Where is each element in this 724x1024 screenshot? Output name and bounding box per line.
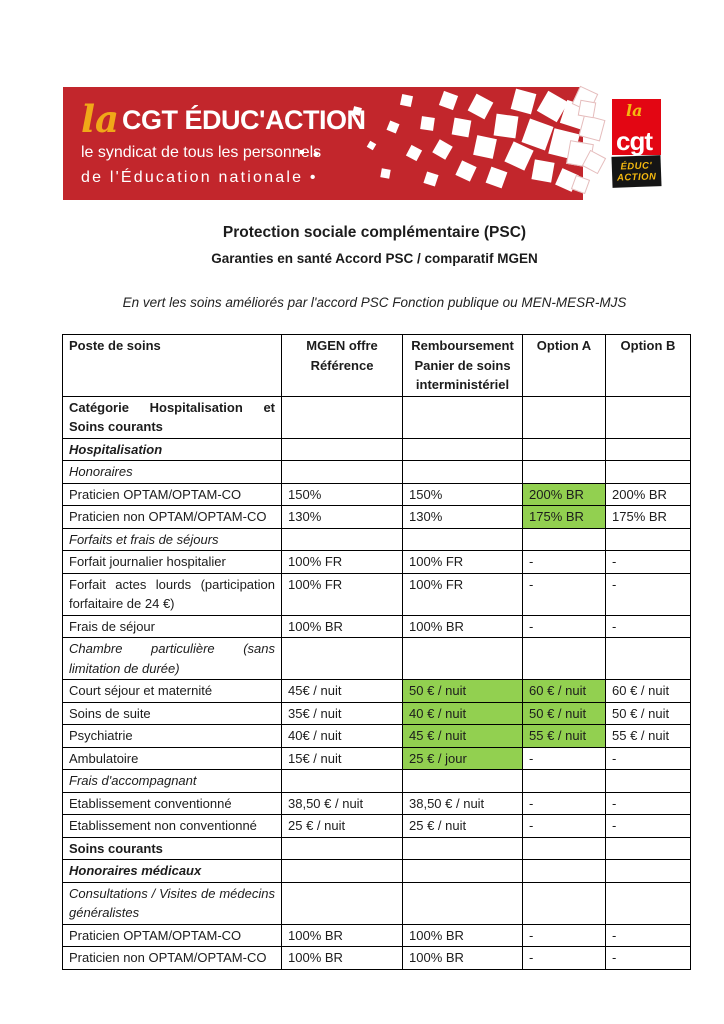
data-cell: 38,50 € / nuit [282,792,403,815]
row-label: Praticien OPTAM/OPTAM-CO [63,924,282,947]
data-cell [403,837,523,860]
column-header: MGEN offre Référence [282,335,403,397]
logo-label-line1: ÉDUC' [620,159,653,173]
data-cell: - [606,815,691,838]
data-cell [282,882,403,924]
confetti-square [386,120,399,133]
data-cell [606,461,691,484]
data-cell [403,396,523,438]
data-cell [606,438,691,461]
brand-script: la [81,97,120,141]
brand-line [81,93,365,139]
data-cell: 100% BR [282,947,403,970]
logo-script: la [626,101,643,120]
table-header-row [63,335,691,397]
table-row [63,770,691,793]
data-cell: 60 € / nuit [606,680,691,703]
data-cell [403,860,523,883]
data-cell: 175% BR [606,506,691,529]
data-cell [606,638,691,680]
table-row [63,680,691,703]
data-cell [523,882,606,924]
data-cell [606,396,691,438]
data-cell: 35€ / nuit [282,702,403,725]
data-cell [403,882,523,924]
confetti-square [455,160,476,181]
table-row [63,573,691,615]
confetti-square [578,100,597,119]
green-legend-note: En vert les soins améliorés par l'accord PSC Fonction publique ou MEN-MESR-MJS [122,295,627,310]
confetti-square [468,94,494,120]
confetti-square [473,135,497,159]
table-row [63,815,691,838]
data-cell: 100% FR [403,551,523,574]
table-row [63,483,691,506]
data-cell: - [523,924,606,947]
data-cell: - [606,792,691,815]
confetti-square [439,91,458,110]
data-cell: 45 € / nuit [403,725,523,748]
row-label: Honoraires [63,461,282,484]
data-cell [403,438,523,461]
table-row [63,725,691,748]
data-cell: 100% BR [282,615,403,638]
confetti-square [406,145,422,161]
data-cell: 150% [403,483,523,506]
data-cell: - [606,573,691,615]
data-cell [523,528,606,551]
column-header: Option B [606,335,691,397]
data-cell [523,638,606,680]
data-cell: 100% FR [282,551,403,574]
table-row [63,882,691,924]
data-cell: - [606,615,691,638]
table-row [63,461,691,484]
page-subtitle: Garanties en santé Accord PSC / comparatif MGEN [211,251,538,266]
data-cell [606,837,691,860]
table-row [63,860,691,883]
data-cell: 40€ / nuit [282,725,403,748]
data-cell: 15€ / nuit [282,747,403,770]
data-cell [403,770,523,793]
data-cell [606,860,691,883]
confetti-square [504,141,533,170]
table-row [63,396,691,438]
row-label: Honoraires médicaux [63,860,282,883]
row-label: Chambre particulière (sans limitation de durée) [63,638,282,680]
confetti-square [423,171,438,186]
table-row [63,747,691,770]
data-cell: 50 € / nuit [403,680,523,703]
data-cell: - [523,792,606,815]
data-cell: - [523,747,606,770]
confetti-square [400,94,413,107]
data-cell: 130% [282,506,403,529]
data-cell: 100% BR [282,924,403,947]
data-cell: 38,50 € / nuit [403,792,523,815]
banner [63,87,598,200]
table-row [63,924,691,947]
table-row [63,638,691,680]
data-cell [282,837,403,860]
banner-text [81,93,365,189]
row-label: Hospitalisation [63,438,282,461]
page-title: Protection sociale complémentaire (PSC) [222,224,527,241]
logo-black-label [611,155,661,188]
confetti-square [571,175,590,194]
data-cell: - [606,924,691,947]
data-cell: 55 € / nuit [606,725,691,748]
benefits-table [62,334,691,970]
data-cell: - [523,573,606,615]
row-label: Praticien non OPTAM/OPTAM-CO [63,506,282,529]
data-cell: 40 € / nuit [403,702,523,725]
table-row [63,551,691,574]
row-label: Frais de séjour [63,615,282,638]
data-cell: 50 € / nuit [606,702,691,725]
confetti-square [494,114,519,139]
data-cell [403,461,523,484]
data-cell: 55 € / nuit [523,725,606,748]
data-cell [606,882,691,924]
row-label: Soins courants [63,837,282,860]
data-cell: - [523,551,606,574]
data-cell: 50 € / nuit [523,702,606,725]
data-cell [282,396,403,438]
logo-acronym: cgt [616,126,652,155]
cgt-educaction-logo [612,99,661,187]
confetti-square [579,115,606,142]
row-label: Soins de suite [63,702,282,725]
data-cell: 100% BR [403,615,523,638]
row-label: Ambulatoire [63,747,282,770]
data-cell [282,438,403,461]
row-label: Psychiatrie [63,725,282,748]
data-cell: 130% [403,506,523,529]
data-cell: 45€ / nuit [282,680,403,703]
data-cell: - [606,747,691,770]
data-cell [523,396,606,438]
data-cell: 200% BR [523,483,606,506]
confetti-square [486,167,508,189]
confetti-square [432,139,452,159]
row-label: Consultations / Visites de médecins généralistes [63,882,282,924]
row-label: Praticien non OPTAM/OPTAM-CO [63,947,282,970]
data-cell: 25 € / jour [403,747,523,770]
row-label: Forfait actes lourds (participation forfaitaire de 24 €) [63,573,282,615]
data-cell: 150% [282,483,403,506]
data-cell: 200% BR [606,483,691,506]
banner-tagline-line2: de l'Éducation nationale • [81,169,318,186]
data-cell [523,837,606,860]
logo-label-line2: ACTION [616,170,657,184]
data-cell: 175% BR [523,506,606,529]
data-cell: - [523,615,606,638]
table-row [63,528,691,551]
data-cell [523,770,606,793]
data-cell: - [523,947,606,970]
confetti-square [380,168,390,178]
table-row [63,792,691,815]
data-cell: 25 € / nuit [282,815,403,838]
title-block [63,218,686,312]
data-cell [282,860,403,883]
confetti-square [521,118,553,150]
brand-name: CGT ÉDUC'ACTION [122,105,366,135]
row-label: Etablissement conventionné [63,792,282,815]
table-row [63,947,691,970]
data-cell [403,528,523,551]
column-header: Remboursement Panier de soins interministériel [403,335,523,397]
confetti-square [420,116,435,131]
column-header: Poste de soins [63,335,282,397]
table-row [63,702,691,725]
data-cell: 100% FR [282,573,403,615]
data-cell: - [606,551,691,574]
data-cell: 100% FR [403,573,523,615]
data-cell [282,461,403,484]
table-row [63,837,691,860]
data-cell [282,528,403,551]
data-cell [606,770,691,793]
data-cell [403,638,523,680]
banner-tagline-line1: le syndicat de tous les personnels [81,144,322,161]
table-row [63,615,691,638]
row-label: Forfaits et frais de séjours [63,528,282,551]
row-label: Catégorie Hospitalisation et Soins courants [63,396,282,438]
table-row [63,506,691,529]
confetti-square [367,141,377,151]
data-cell [606,528,691,551]
data-cell: 100% BR [403,924,523,947]
column-header: Option A [523,335,606,397]
benefits-table-body [63,335,691,970]
data-cell: 100% BR [403,947,523,970]
logo-red-box [612,99,661,155]
data-cell: 60 € / nuit [523,680,606,703]
data-cell: - [523,815,606,838]
confetti-square [511,89,537,115]
row-label: Etablissement non conventionné [63,815,282,838]
data-cell [523,860,606,883]
confetti-square [452,118,472,138]
row-label: Court séjour et maternité [63,680,282,703]
row-label: Frais d'accompagnant [63,770,282,793]
data-cell [523,461,606,484]
row-label: Praticien OPTAM/OPTAM-CO [63,483,282,506]
confetti-square [531,159,554,182]
data-cell: - [606,947,691,970]
data-cell [523,438,606,461]
table-row [63,438,691,461]
data-cell: 25 € / nuit [403,815,523,838]
data-cell [282,770,403,793]
data-cell [282,638,403,680]
row-label: Forfait journalier hospitalier [63,551,282,574]
